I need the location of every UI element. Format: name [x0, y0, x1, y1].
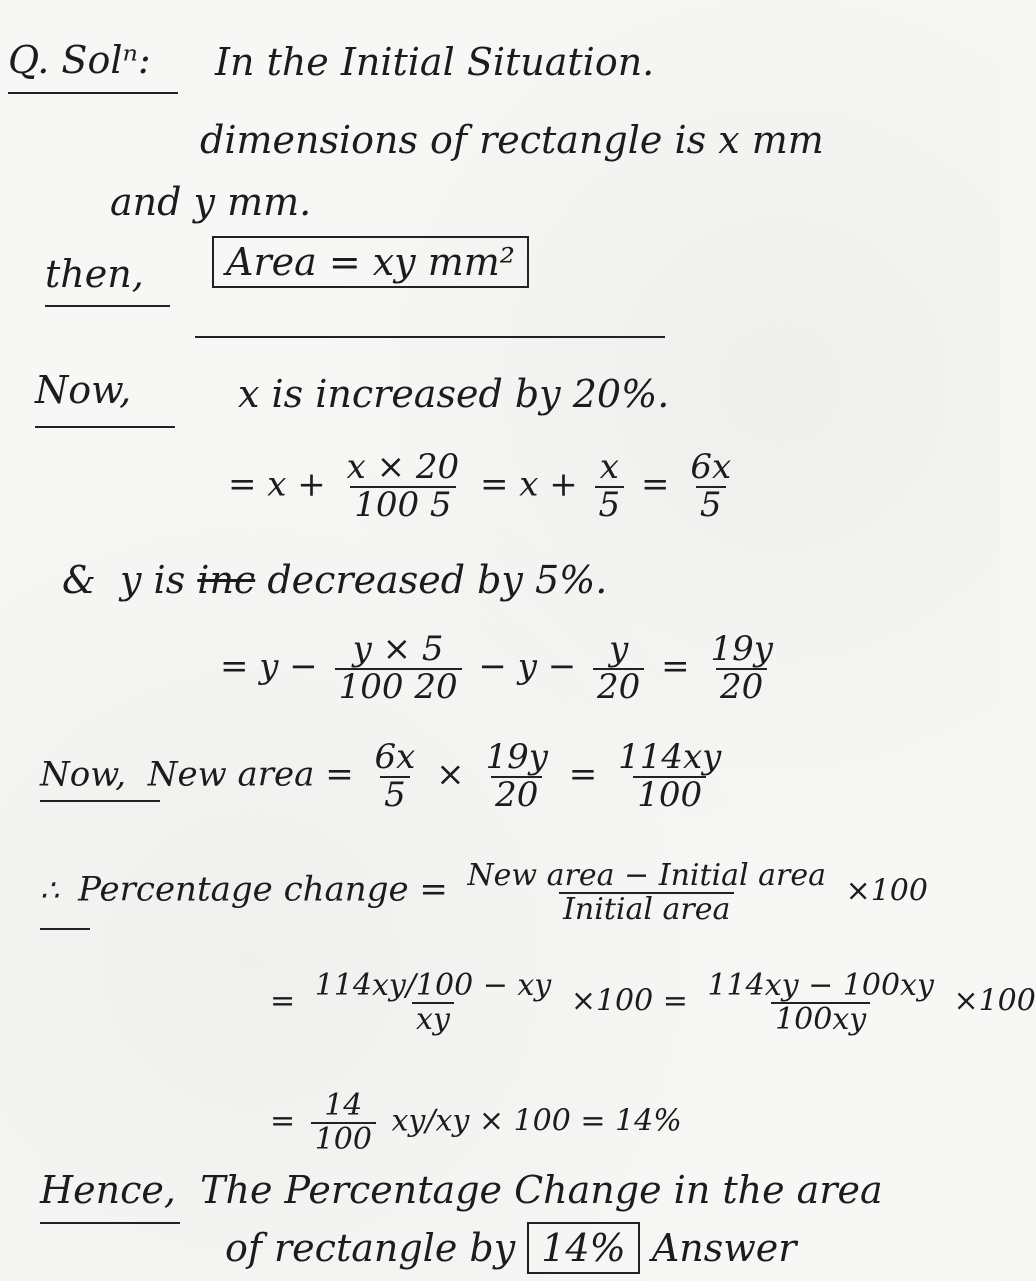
- question-label: Q. Solⁿ:: [8, 38, 151, 82]
- y-decrease-calc: = y − $\frac{y \times 5}{100 20}$ − y − $\frac{y}{20}$ = $\frac{19y}{20}$: [220, 629, 773, 707]
- area-formula-box: Area = xy mm²: [212, 240, 529, 284]
- underline: [40, 800, 160, 802]
- percentage-change-calc: = $\frac{114xy/100 - xy}{xy}$ ×100 = $\frac{114xy - 100xy}{100xy}$ ×100: [270, 968, 1036, 1037]
- underline: [45, 305, 170, 307]
- underline: [195, 336, 665, 338]
- conclusion-line-2: of rectangle by 14% Answer: [225, 1226, 796, 1270]
- underline: [35, 426, 175, 428]
- underline: [40, 1222, 180, 1224]
- now-label: Now,: [35, 368, 132, 412]
- dimensions-line-2: and y mm.: [110, 180, 312, 224]
- x-increase-calc: = x + $\frac{x \times 20}{100 5}$ = x + $\frac{x}{5}$ = $\frac{6x}{5}$: [228, 447, 732, 525]
- y-decrease-line: & y is inc decreased by 5%.: [62, 558, 608, 602]
- underline: [8, 92, 178, 94]
- dimensions-line: dimensions of rectangle is x mm: [200, 118, 824, 162]
- answer-box: 14%: [527, 1222, 639, 1274]
- new-area-line: Now, New area = $\frac{6x}{5}$ × $\frac{19y}{20}$ = $\frac{114xy}{100}$: [40, 737, 722, 815]
- conclusion-line: Hence, The Percentage Change in the area: [40, 1168, 883, 1212]
- percentage-change-formula: ∴ Percentage change = $\frac{\text{New area − Initial area}}{\text{Initial area}}$ ×100: [40, 858, 928, 927]
- then-label: then,: [45, 252, 144, 296]
- underline: [40, 928, 90, 930]
- x-increase-line: x is increased by 20%.: [238, 372, 670, 416]
- percentage-change-result: = $\frac{14}{100}$ xy/xy × 100 = 14%: [270, 1088, 682, 1157]
- intro-line: In the Initial Situation.: [215, 40, 655, 84]
